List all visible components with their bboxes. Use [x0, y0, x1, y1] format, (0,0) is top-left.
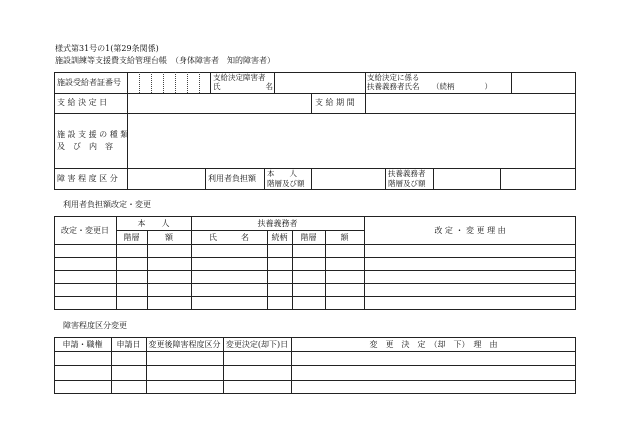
revision-date-header: 改定・変更日: [61, 226, 109, 235]
principal-tier-header: 階層: [123, 233, 140, 242]
guardian-name-header: 氏 名: [209, 233, 249, 242]
guardian-tier-amount-label: 階層及び額: [388, 179, 426, 188]
service-content-label: 及 び 内 容: [57, 142, 113, 151]
disability-class-label: 障 害 程 度 区 分: [57, 174, 118, 183]
guardian-label: 支給決定に係る: [367, 73, 420, 82]
relation-label: （続柄 ）: [432, 82, 492, 91]
form-number: 様式第31号の1(第29条関係): [55, 44, 159, 53]
service-type-label: 施 設 支 援 の 種 類: [57, 130, 129, 139]
guardian-relation-header: 続柄: [271, 233, 288, 242]
principal-label: 本 人: [267, 169, 297, 178]
request-date-header: 申請日: [116, 340, 141, 349]
decision-date-label: 支 給 決 定 日: [57, 98, 108, 107]
request-type-header: 申請・職権: [62, 340, 103, 349]
principal-header: 本 人: [137, 219, 170, 228]
principal-tier-label: 階層及び額: [267, 179, 305, 188]
decided-person-label: 支給決定障害者: [213, 73, 266, 82]
cert-number-label: 施設受給者証番号: [57, 78, 121, 87]
user-burden-label: 利用者負担額: [208, 174, 256, 183]
guardian-name-label: 扶養義務者氏名: [367, 82, 420, 91]
class-change-reason-header: 変 更 決 定 （却 下） 理 由: [369, 340, 498, 349]
guardian-tier-header: 階層: [300, 233, 317, 242]
burden-section-title: 利用者負担額改定・変更: [63, 200, 151, 209]
principal-amount-header: 額: [165, 233, 173, 242]
revision-reason-header: 改 定 ・ 変 更 理 由: [434, 226, 506, 235]
period-label: 支 給 期 間: [315, 98, 355, 107]
decided-person-name-label: 氏 名: [213, 82, 273, 91]
guardian-tier-label: 扶養義務者: [388, 169, 426, 178]
class-section-title: 障害程度区分変更: [63, 321, 127, 330]
decision-date-header: 変更決定(却下)日: [225, 340, 289, 349]
guardian-header: 扶養義務者: [257, 219, 298, 228]
new-class-header: 変更後障害程度区分: [148, 340, 221, 349]
guardian-amount-header: 額: [340, 233, 349, 242]
form-title: 施設訓練等支援費支給管理台帳 （身体障害者 知的障害者）: [55, 56, 275, 65]
